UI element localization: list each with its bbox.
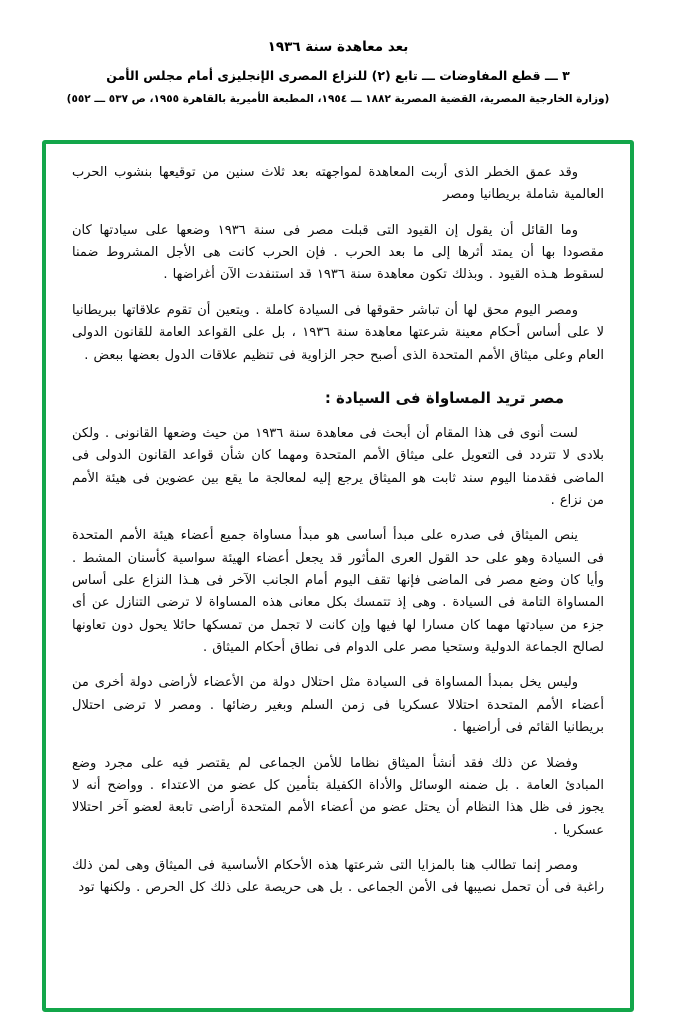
paragraph: ينص الميثاق فى صدره على مبدأ أساسى هو مبدأ مساواة جميع أعضاء هيئة الأمم المتحدة فى السيادة وهو على حد القول العرى المأثور قد يجعل أعضاء الهيئة سواسية كأسنان المشط . وأيا كان وضع مصر فى الماضى فإنها تقف اليوم أمام الجانب الآخر فى هـذا النزاع على أساس المساواة التامة فى السيادة . وهى إذ تتمسك بكل معانى هذه المساواة لا ترضى التنازل عن أى جزء من سيادتها مهما كان مسارا لها فيها وإن كانت لا تجمل من تمسكها حائلا يحول دون تعاونها لصالح الجماعة الدولية وستحيا مصر على الدوام فى نطاق أحكام الميثاق .: [72, 528, 604, 656]
paragraph: لست أنوى فى هذا المقام أن أبحث فى معاهدة سنة ١٩٣٦ من حيث وضعها القانونى . ولكن بلادى لا تتردد فى التعويل على ميثاق الأمم المتحدة ومهما كان شأن قواعد القانون الدولى فى الماضى فقدمنا اليوم سند ثابت هو الميثاق يرجع إليه لمعالجة ما يقع بين عضوين فى هيئة الأمم من نزاع .: [72, 425, 604, 508]
section-heading: مصر تريد المساواة فى السيادة :: [324, 388, 564, 407]
header-subtitle: ٣ ـــ قطع المفاوضات ـــ تابع (٢) للنزاع المصرى الإنجليزى أمام مجلس الأمن: [106, 67, 570, 83]
header-title: بعد معاهدة سنة ١٩٣٦: [267, 39, 409, 55]
paragraph: وليس يخل بمبدأ المساواة فى السيادة مثل احتلال دولة من الأعضاء لأراضى دولة أخرى من أعضاء الأمم المتحدة احتلالا عسكريا فى زمن السلم وبغير رضائها . ومصر لا ترضى احتلال بريطانيا القائم فى أراضيها .: [72, 675, 604, 736]
paragraph: وقد عمق الخطر الذى أربت المعاهدة لمواجهته بعد ثلاث سنين من توقيعها بنشوب الحرب العالمية شاملة بريطانيا ومصر: [72, 165, 604, 203]
paragraph: ومصر اليوم محق لها أن تباشر حقوقها فى السيادة كاملة . ويتعين أن تقوم علاقاتها ببريطانيا لا على أساس أحكام معينة شرعتها معاهدة سنة ١٩٣٦ ، بل على القواعد العامة للقانون الدولى العام وعلى ميثاق الأمم المتحدة الذى أصبح حجر الزاوية فى تنظيم علاقات الدول بعضها ببعض .: [72, 302, 604, 363]
paragraph: وفضلا عن ذلك فقد أنشأ الميثاق نظاما للأمن الجماعى لم يقتصر فيه على مجرد وضع المبادئ العامة . بل ضمنه الوسائل والأداة الكفيلة بتأمين كل عضو من الاعتداء . وواضح أنه لا يجوز فى ظل هذا النظام أن يحتل عضو من أعضاء الأمم المتحدة أراضى تابعة لعضو آخر احتلالا عسكريا .: [72, 755, 604, 838]
paragraph: وما القائل أن يقول إن القيود التى قبلت مصر فى سنة ١٩٣٦ وضعها على سيادتها كان مقصودا بها أن يمتد أثرها إلى ما بعد الحرب . فإن الحرب كانت هى الأجل المشروط ضمنا لسقوط هـذه القيود . وبذلك تكون معاهدة سنة ١٩٣٦ قد استنفدت الآن أغراضها .: [72, 222, 604, 283]
content-body: [46, 144, 630, 923]
header-source-citation: (وزارة الخارجية المصرية، القضية المصرية ١٨٨٢ ـــ ١٩٥٤، المطبعة الأميرية بالقاهرة ١٩٥٥، ص ٥٣٧ ـــ ٥٥٢): [66, 92, 610, 105]
document-header: [0, 0, 676, 107]
paragraph: ومصر إنما تطالب هنا بالمزايا التى شرعتها هذه الأحكام الأساسية فى الميثاق وهى لمن ذلك راغبة فى أن تحمل نصيبها فى الأمن الجماعى . بل هى حريصة على ذلك كل الحرص . ولكنها تود: [72, 857, 604, 896]
green-bordered-content-frame: [42, 140, 634, 1012]
